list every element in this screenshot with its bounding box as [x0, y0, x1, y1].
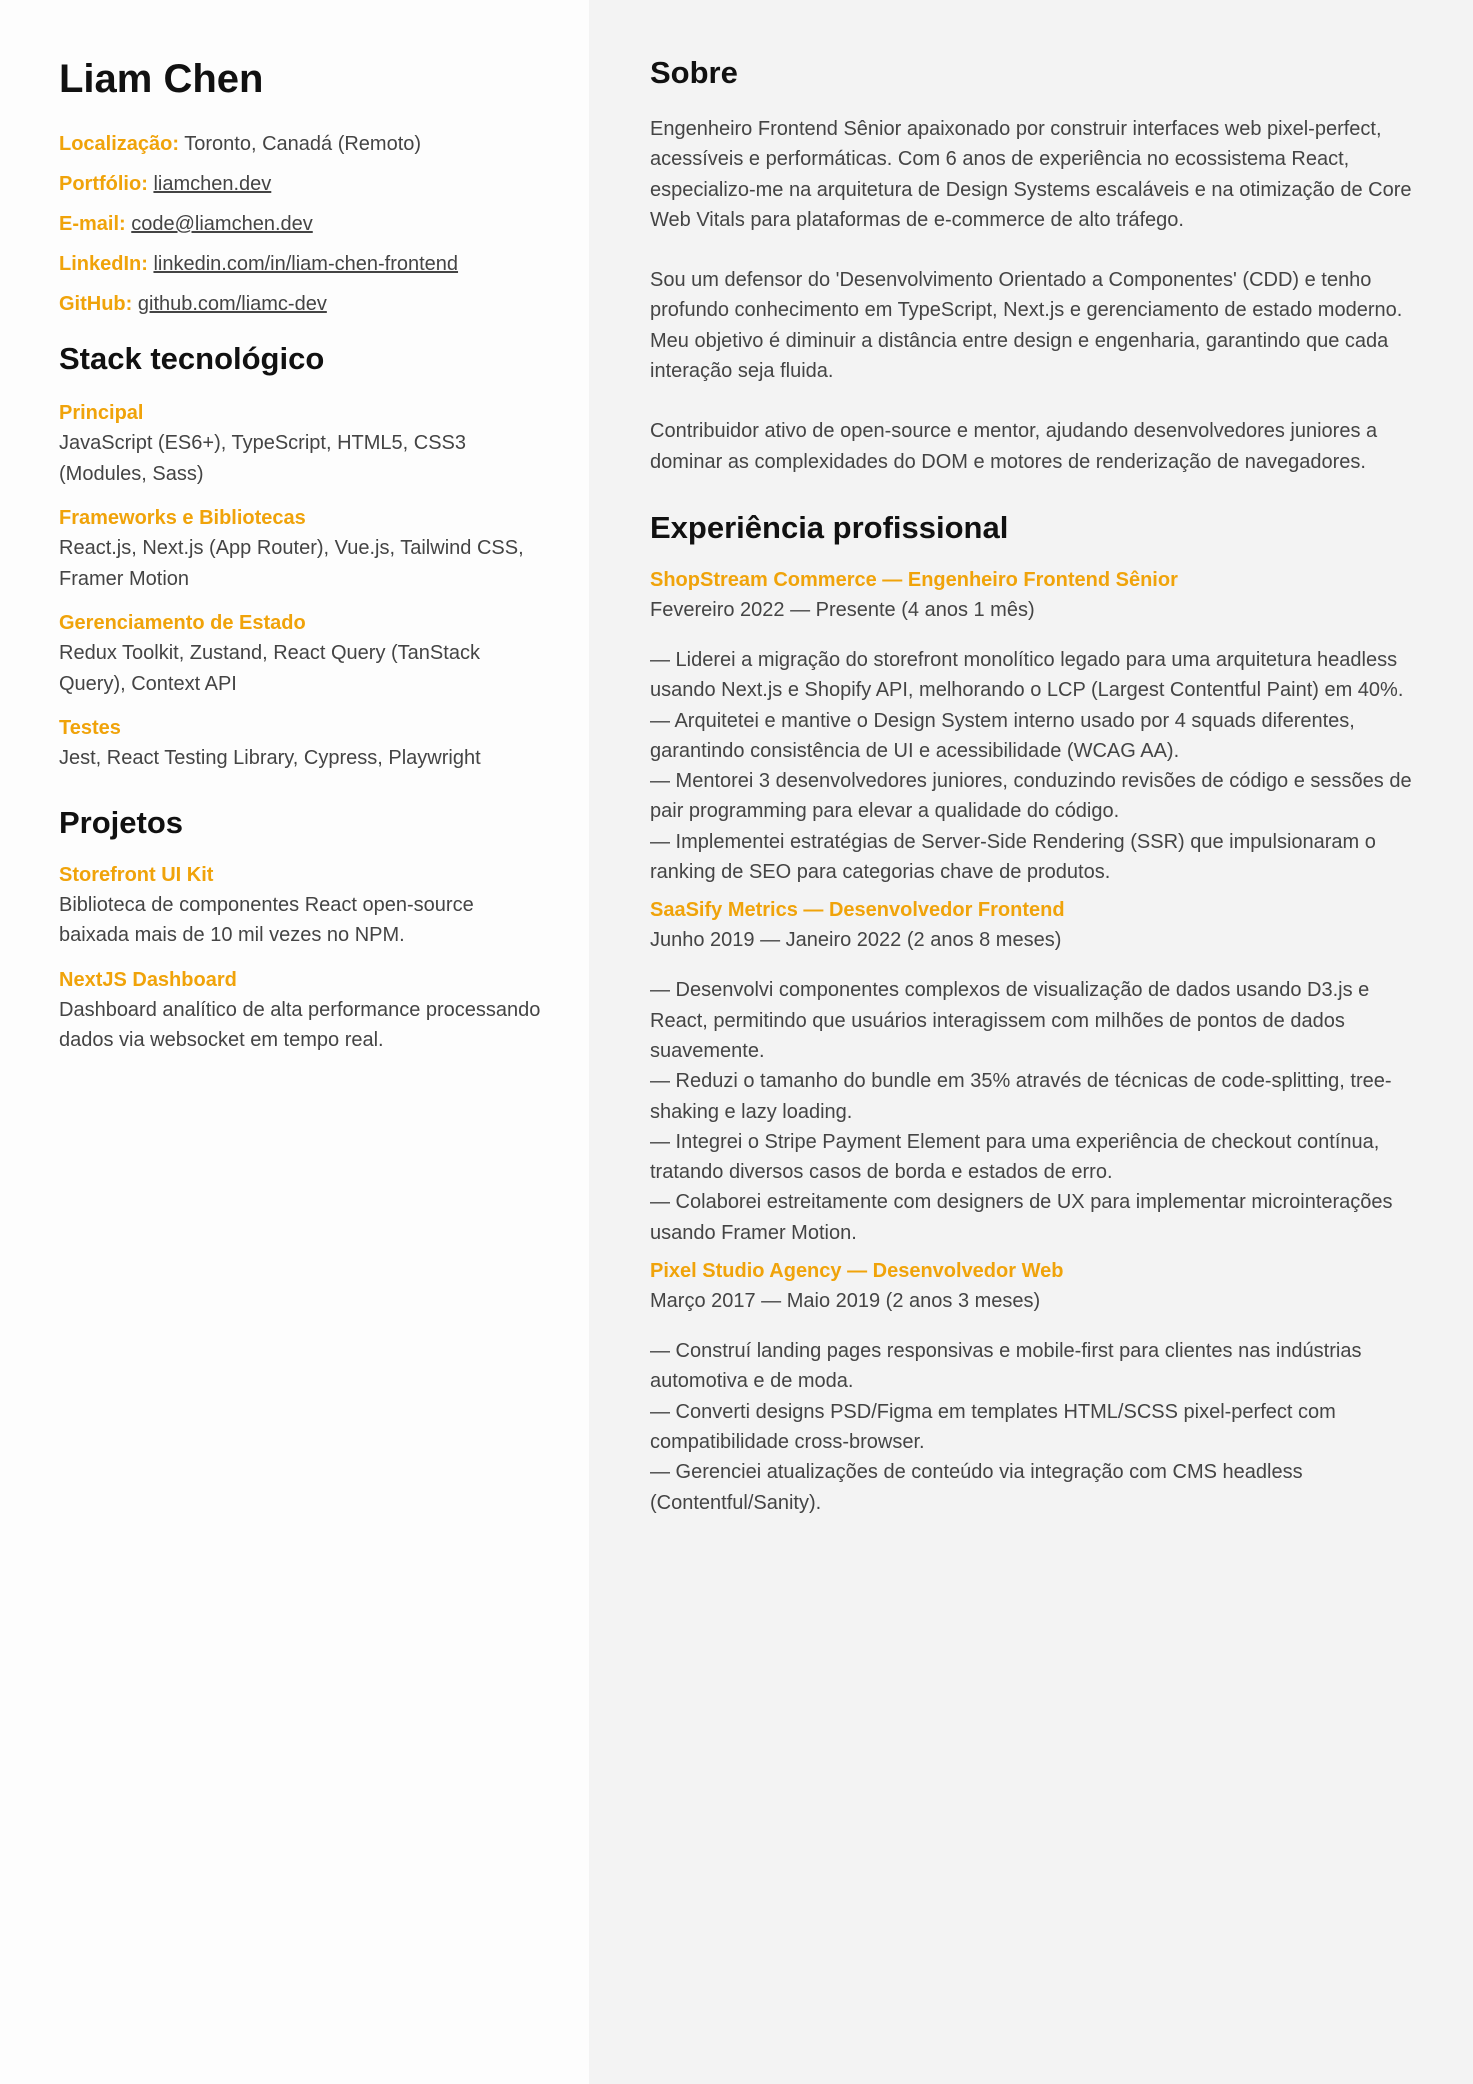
job-dates: Junho 2019 — Janeiro 2022 (2 anos 8 meses) [650, 929, 1062, 952]
contact-label: E-mail: [59, 213, 126, 235]
job-entry [650, 895, 1423, 1248]
job-entry [650, 1256, 1423, 1518]
stack-item [59, 398, 549, 489]
candidate-name: Liam Chen [59, 57, 264, 101]
linkedin-link[interactable]: linkedin.com/in/liam-chen-frontend [153, 253, 459, 275]
job-dates: Março 2017 — Maio 2019 (2 anos 3 meses) [650, 1290, 1041, 1313]
project-item [59, 860, 549, 951]
job-bullet: — Colaborei estreitamente com designers de UX para implementar microinterações usando Framer Motion. [650, 1191, 1393, 1244]
job-bullet: — Desenvolvi componentes complexos de visualização de dados usando D3.js e React, permitindo que usuários interagissem com milhões de pontos de dados suavemente. [650, 979, 1370, 1062]
job-bullet: — Mentorei 3 desenvolvedores juniores, conduzindo revisões de código e sessões de pair programming para elevar a qualidade do código. [650, 770, 1412, 823]
stack-item-title: Gerenciamento de Estado [59, 612, 306, 634]
contact-label: Localização: [59, 133, 180, 155]
project-title: NextJS Dashboard [59, 968, 237, 991]
job-bullet: — Arquitetei e mantive o Design System interno usado por 4 squads diferentes, garantindo consistência de UI e acessibilidade (WCAG AA). [650, 709, 1355, 762]
sidebar-column [0, 0, 589, 2084]
contact-portfolio [59, 164, 549, 204]
job-bullet: — Implementei estratégias de Server-Side Rendering (SSR) que impulsionaram o ranking de SEO para categorias chave de produtos. [650, 830, 1376, 884]
job-entry [650, 565, 1423, 887]
job-bullet: — Liderei a migração do storefront monolítico legado para uma arquitetura headless usando Next.js e Shopify API, melhorando o LCP (Largest Contentful Paint) em 40%. [650, 648, 1404, 702]
contact-label: LinkedIn: [59, 253, 148, 275]
job-dates: Fevereiro 2022 — Presente (4 anos 1 mês) [650, 598, 1035, 621]
contact-label: GitHub: [59, 293, 133, 315]
stack-item-title: Testes [59, 717, 121, 739]
job-title: Pixel Studio Agency — Desenvolvedor Web [650, 1260, 1064, 1283]
stack-heading: Stack tecnológico [59, 341, 325, 376]
contact-list [59, 124, 549, 324]
stack-item [59, 608, 549, 699]
about-paragraph: Sou um defensor do 'Desenvolvimento Orientado a Componentes' (CDD) e tenho profundo conhecimento em TypeScript, Next.js e gerenciamento de estado moderno. Meu objetivo é diminuir a distância entre design e engenharia, garantindo que cada interação seja fluida. [650, 269, 1403, 383]
stack-item [59, 713, 549, 774]
contact-value: Toronto, Canadá (Remoto) [184, 133, 422, 155]
projects-heading: Projetos [59, 804, 184, 840]
about-heading: Sobre [650, 55, 738, 90]
github-link[interactable]: github.com/liamc-dev [137, 293, 327, 315]
project-description: Dashboard analítico de alta performance processando dados via websocket em tempo real. [59, 998, 541, 1051]
portfolio-link[interactable]: liamchen.dev [153, 173, 272, 195]
job-title: ShopStream Commerce — Engenheiro Frontend Sênior [650, 568, 1178, 591]
project-item [59, 965, 549, 1056]
about-paragraph: Engenheiro Frontend Sênior apaixonado por construir interfaces web pixel-perfect, acessíveis e performáticas. Com 6 anos de experiência no ecossistema React, especializo-me na arquitetura de Design Systems escaláveis e na otimização de Core Web Vitals para plataformas de e-commerce de alto tráfego. [650, 118, 1412, 231]
about-paragraph: Contribuidor ativo de open-source e mentor, ajudando desenvolvedores juniores a dominar as complexidades do DOM e motores de renderização de navegadores. [650, 420, 1378, 473]
contact-linkedin [59, 244, 549, 284]
job-title: SaaSify Metrics — Desenvolvedor Frontend [650, 899, 1065, 922]
email-link[interactable]: code@liamchen.dev [131, 213, 313, 235]
stack-item-title: Principal [59, 402, 144, 424]
stack-item-text: React.js, Next.js (App Router), Vue.js, Tailwind CSS, Framer Motion [59, 537, 524, 590]
stack-item-text: Jest, React Testing Library, Cypress, Playwright [59, 747, 481, 769]
stack-item [59, 503, 549, 594]
job-bullet: — Converti designs PSD/Figma em templates HTML/SCSS pixel-perfect com compatibilidade cross-browser. [650, 1400, 1336, 1453]
main-column [589, 0, 1473, 2084]
stack-item-title: Frameworks e Bibliotecas [59, 507, 306, 529]
stack-item-text: Redux Toolkit, Zustand, React Query (TanStack Query), Context API [59, 642, 480, 695]
project-description: Biblioteca de componentes React open-source baixada mais de 10 mil vezes no NPM. [59, 893, 474, 946]
job-bullet: — Construí landing pages responsivas e mobile-first para clientes nas indústrias automotiva e de moda. [650, 1340, 1362, 1393]
job-bullet: — Gerenciei atualizações de conteúdo via integração com CMS headless (Contentful/Sanity). [650, 1461, 1303, 1514]
contact-location [59, 124, 549, 164]
contact-label: Portfólio: [59, 173, 148, 195]
job-bullet: — Integrei o Stripe Payment Element para uma experiência de checkout contínua, tratando diversos casos de borda e estados de erro. [650, 1130, 1380, 1184]
contact-github [59, 284, 549, 324]
project-title: Storefront UI Kit [59, 863, 214, 886]
experience-heading: Experiência profissional [650, 509, 1009, 545]
contact-email [59, 204, 549, 244]
stack-item-text: JavaScript (ES6+), TypeScript, HTML5, CSS3 (Modules, Sass) [59, 432, 467, 485]
job-bullet: — Reduzi o tamanho do bundle em 35% através de técnicas de code-splitting, tree-shaking e lazy loading. [650, 1070, 1392, 1123]
